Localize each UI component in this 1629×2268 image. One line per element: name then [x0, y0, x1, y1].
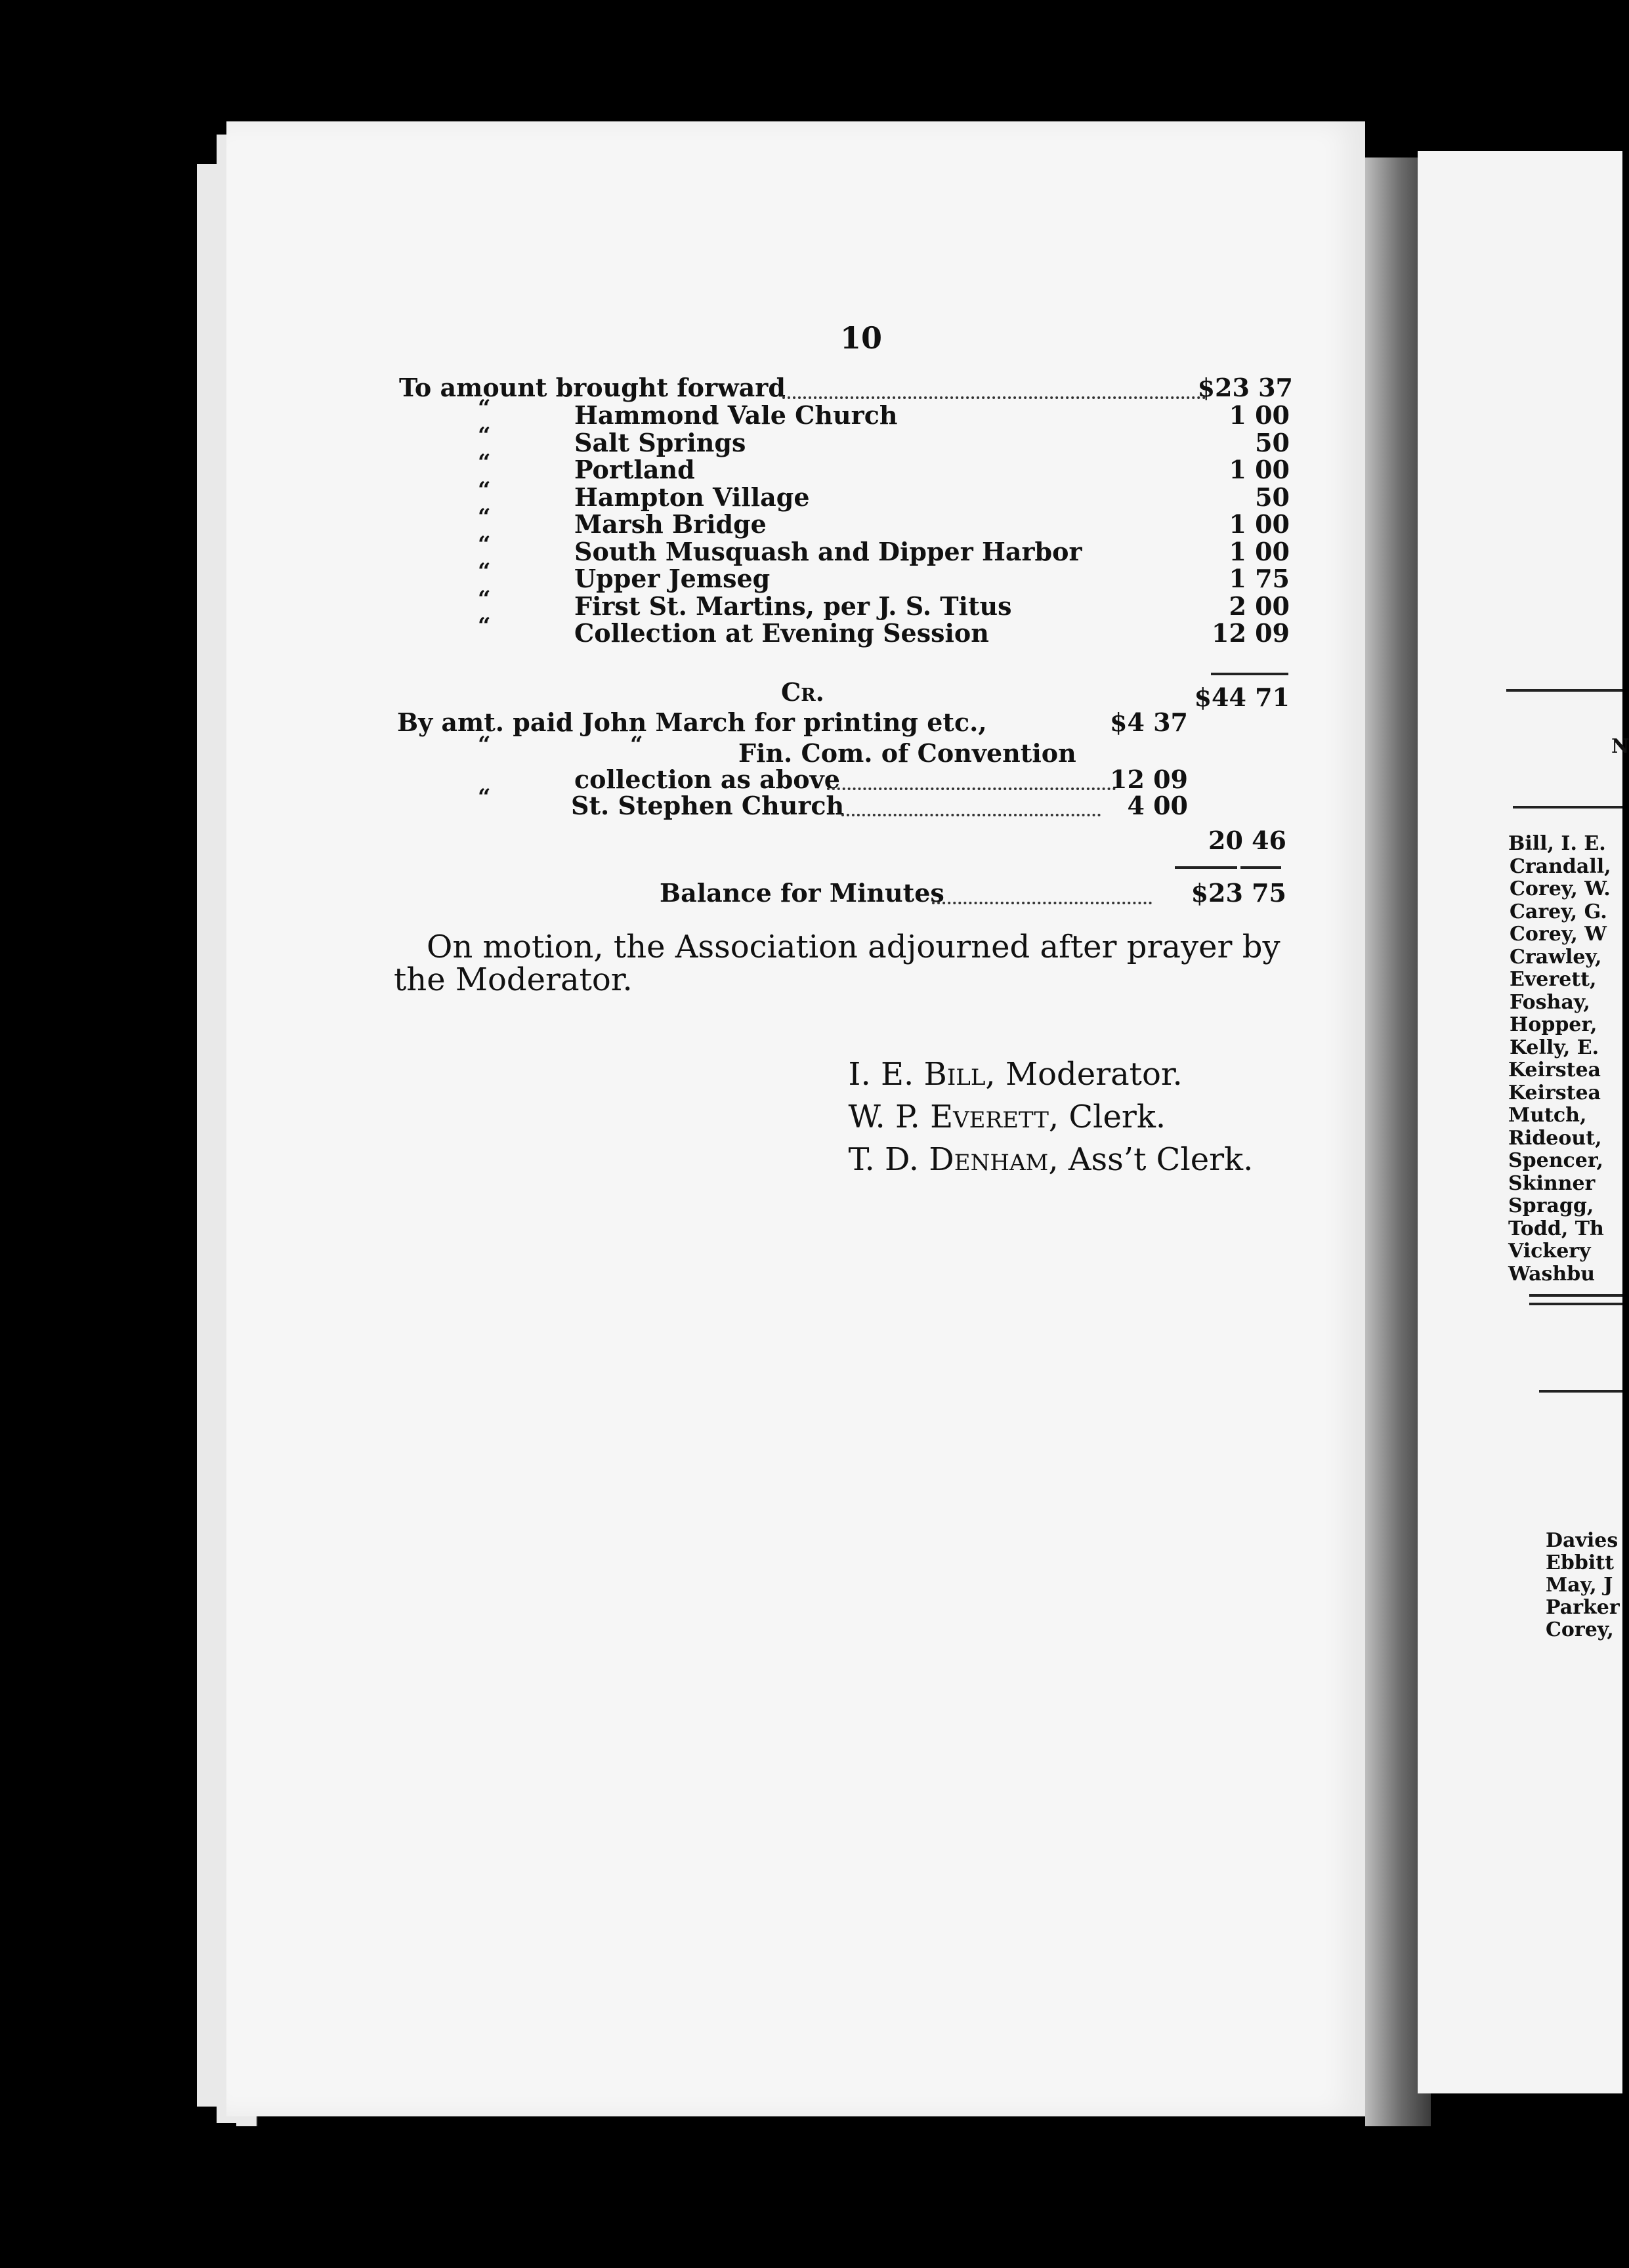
receipt-item-label: Portland [574, 455, 695, 484]
ditto-mark: “ [478, 450, 491, 476]
signature-assistant-clerk [828, 1104, 1253, 1178]
receipt-item-amount: 1 00 [1229, 537, 1290, 566]
total-rule [1211, 673, 1288, 675]
right-page-name: Bill, I. E. [1508, 832, 1606, 855]
credit-line-3-label: collection as above [574, 765, 840, 794]
right-page-name: Spragg, [1508, 1194, 1594, 1217]
balance-label: Balance for Minutes [660, 878, 944, 908]
ditto-mark: “ [478, 395, 491, 421]
right-page-name: Everett, [1510, 968, 1597, 991]
receipt-item-amount: 50 [1255, 482, 1290, 512]
receipt-item-label: Salt Springs [574, 428, 746, 457]
signature-name: T. D. Denham [848, 1141, 1049, 1178]
balance-rule [1175, 866, 1237, 869]
credit-subtotal: 20 46 [1208, 826, 1286, 855]
credit-line-2-label: Fin. Com. of Convention [738, 738, 1076, 768]
right-page-name: Corey, [1546, 1618, 1614, 1641]
right-page-name: Foshay, [1510, 991, 1590, 1014]
right-page-rule [1539, 1390, 1622, 1393]
receipt-item-label: Hampton Village [574, 482, 810, 512]
credit-line-4-amount: 4 00 [1127, 791, 1188, 820]
right-page-name: Carey, G. [1510, 900, 1607, 923]
right-page-name: May, J [1546, 1574, 1613, 1597]
leader-dots [932, 902, 1152, 904]
ditto-mark: “ [478, 423, 491, 449]
receipt-item-label: Upper Jemseg [574, 564, 771, 593]
leader-dots [782, 396, 1206, 399]
leader-dots [841, 814, 1101, 816]
credit-line-3-amount: 12 09 [1110, 765, 1188, 794]
right-page-name: Hopper, [1510, 1013, 1597, 1036]
right-page-name: Kelly, E. [1510, 1036, 1599, 1059]
balance-rule [1240, 866, 1281, 869]
right-page-name: Todd, Th [1508, 1217, 1604, 1240]
right-page-name: Keirstea [1508, 1082, 1601, 1104]
right-page-name: Parker [1546, 1596, 1620, 1619]
ditto-mark: “ [478, 558, 491, 585]
ditto-mark: “ [478, 784, 491, 810]
receipts-total: $44 71 [1194, 682, 1290, 712]
receipt-item-amount: 1 00 [1229, 455, 1290, 484]
right-page-header-fragment: N [1611, 735, 1629, 758]
right-page-name: Corey, W [1510, 923, 1607, 946]
page-number: 10 [840, 320, 883, 356]
right-page-name: Davies [1546, 1529, 1618, 1552]
receipt-item-amount: 1 75 [1229, 564, 1290, 593]
receipt-item-amount: 12 09 [1212, 618, 1290, 648]
ditto-mark: “ [478, 532, 491, 558]
leader-dots [827, 788, 1116, 790]
right-page-rule [1506, 689, 1622, 692]
ditto-mark: “ [478, 732, 491, 758]
right-page-name: Crandall, [1510, 855, 1611, 878]
credit-line-1-label: By amt. paid John March for printing etc., [397, 707, 987, 737]
signature-name: W. P. Everett [848, 1099, 1049, 1135]
right-page-name: Mutch, [1508, 1104, 1587, 1127]
right-page-rule [1529, 1303, 1622, 1305]
receipt-item-label: Hammond Vale Church [574, 400, 898, 430]
receipt-item-amount: 1 00 [1229, 400, 1290, 430]
receipt-item-amount: 2 00 [1229, 591, 1290, 621]
signature-role: , Ass’t Clerk. [1048, 1141, 1254, 1178]
ditto-mark: “ [478, 613, 491, 639]
motion-text-line-2: the Moderator. [394, 961, 633, 998]
right-page-rule [1513, 806, 1622, 808]
receipt-item-label: Collection at Evening Session [574, 618, 989, 648]
brought-forward-label: To amount brought forward [399, 373, 786, 402]
ditto-mark: “ [478, 477, 491, 503]
right-page-name: Keirstea [1508, 1059, 1601, 1082]
credit-line-1-amount: $4 37 [1110, 707, 1188, 737]
right-page-name: Crawley, [1510, 946, 1602, 969]
ditto-mark: “ [478, 504, 491, 530]
credit-heading: Cr. [781, 677, 824, 707]
receipt-item-amount: 1 00 [1229, 509, 1290, 539]
ditto-mark: “ [478, 586, 491, 612]
right-page-name: Ebbitt [1546, 1551, 1614, 1574]
signature-role: , Clerk. [1048, 1099, 1166, 1135]
balance-amount: $23 75 [1191, 878, 1286, 908]
right-page-name: Vickery [1508, 1240, 1591, 1263]
right-page-name: Corey, W. [1510, 877, 1611, 900]
signature-role: , Moderator. [985, 1056, 1183, 1093]
credit-line-4-label: St. Stephen Church [571, 791, 845, 820]
brought-forward-amount: $23 37 [1197, 373, 1293, 402]
right-page-name: Spencer, [1508, 1149, 1603, 1172]
right-page-name: Rideout, [1508, 1127, 1602, 1150]
signature-name: I. E. Bill [848, 1056, 986, 1093]
right-page-name: Washbu [1508, 1263, 1596, 1286]
receipt-item-label: First St. Martins, per J. S. Titus [574, 591, 1012, 621]
receipt-item-label: Marsh Bridge [574, 509, 767, 539]
right-page-rule [1529, 1294, 1622, 1297]
right-page-name: Skinner [1508, 1172, 1596, 1195]
motion-text-line-1: On motion, the Association adjourned after prayer by [427, 929, 1280, 965]
receipt-item-amount: 50 [1255, 428, 1290, 457]
receipt-item-label: South Musquash and Dipper Harbor [574, 537, 1082, 566]
ditto-mark: “ [630, 732, 643, 758]
